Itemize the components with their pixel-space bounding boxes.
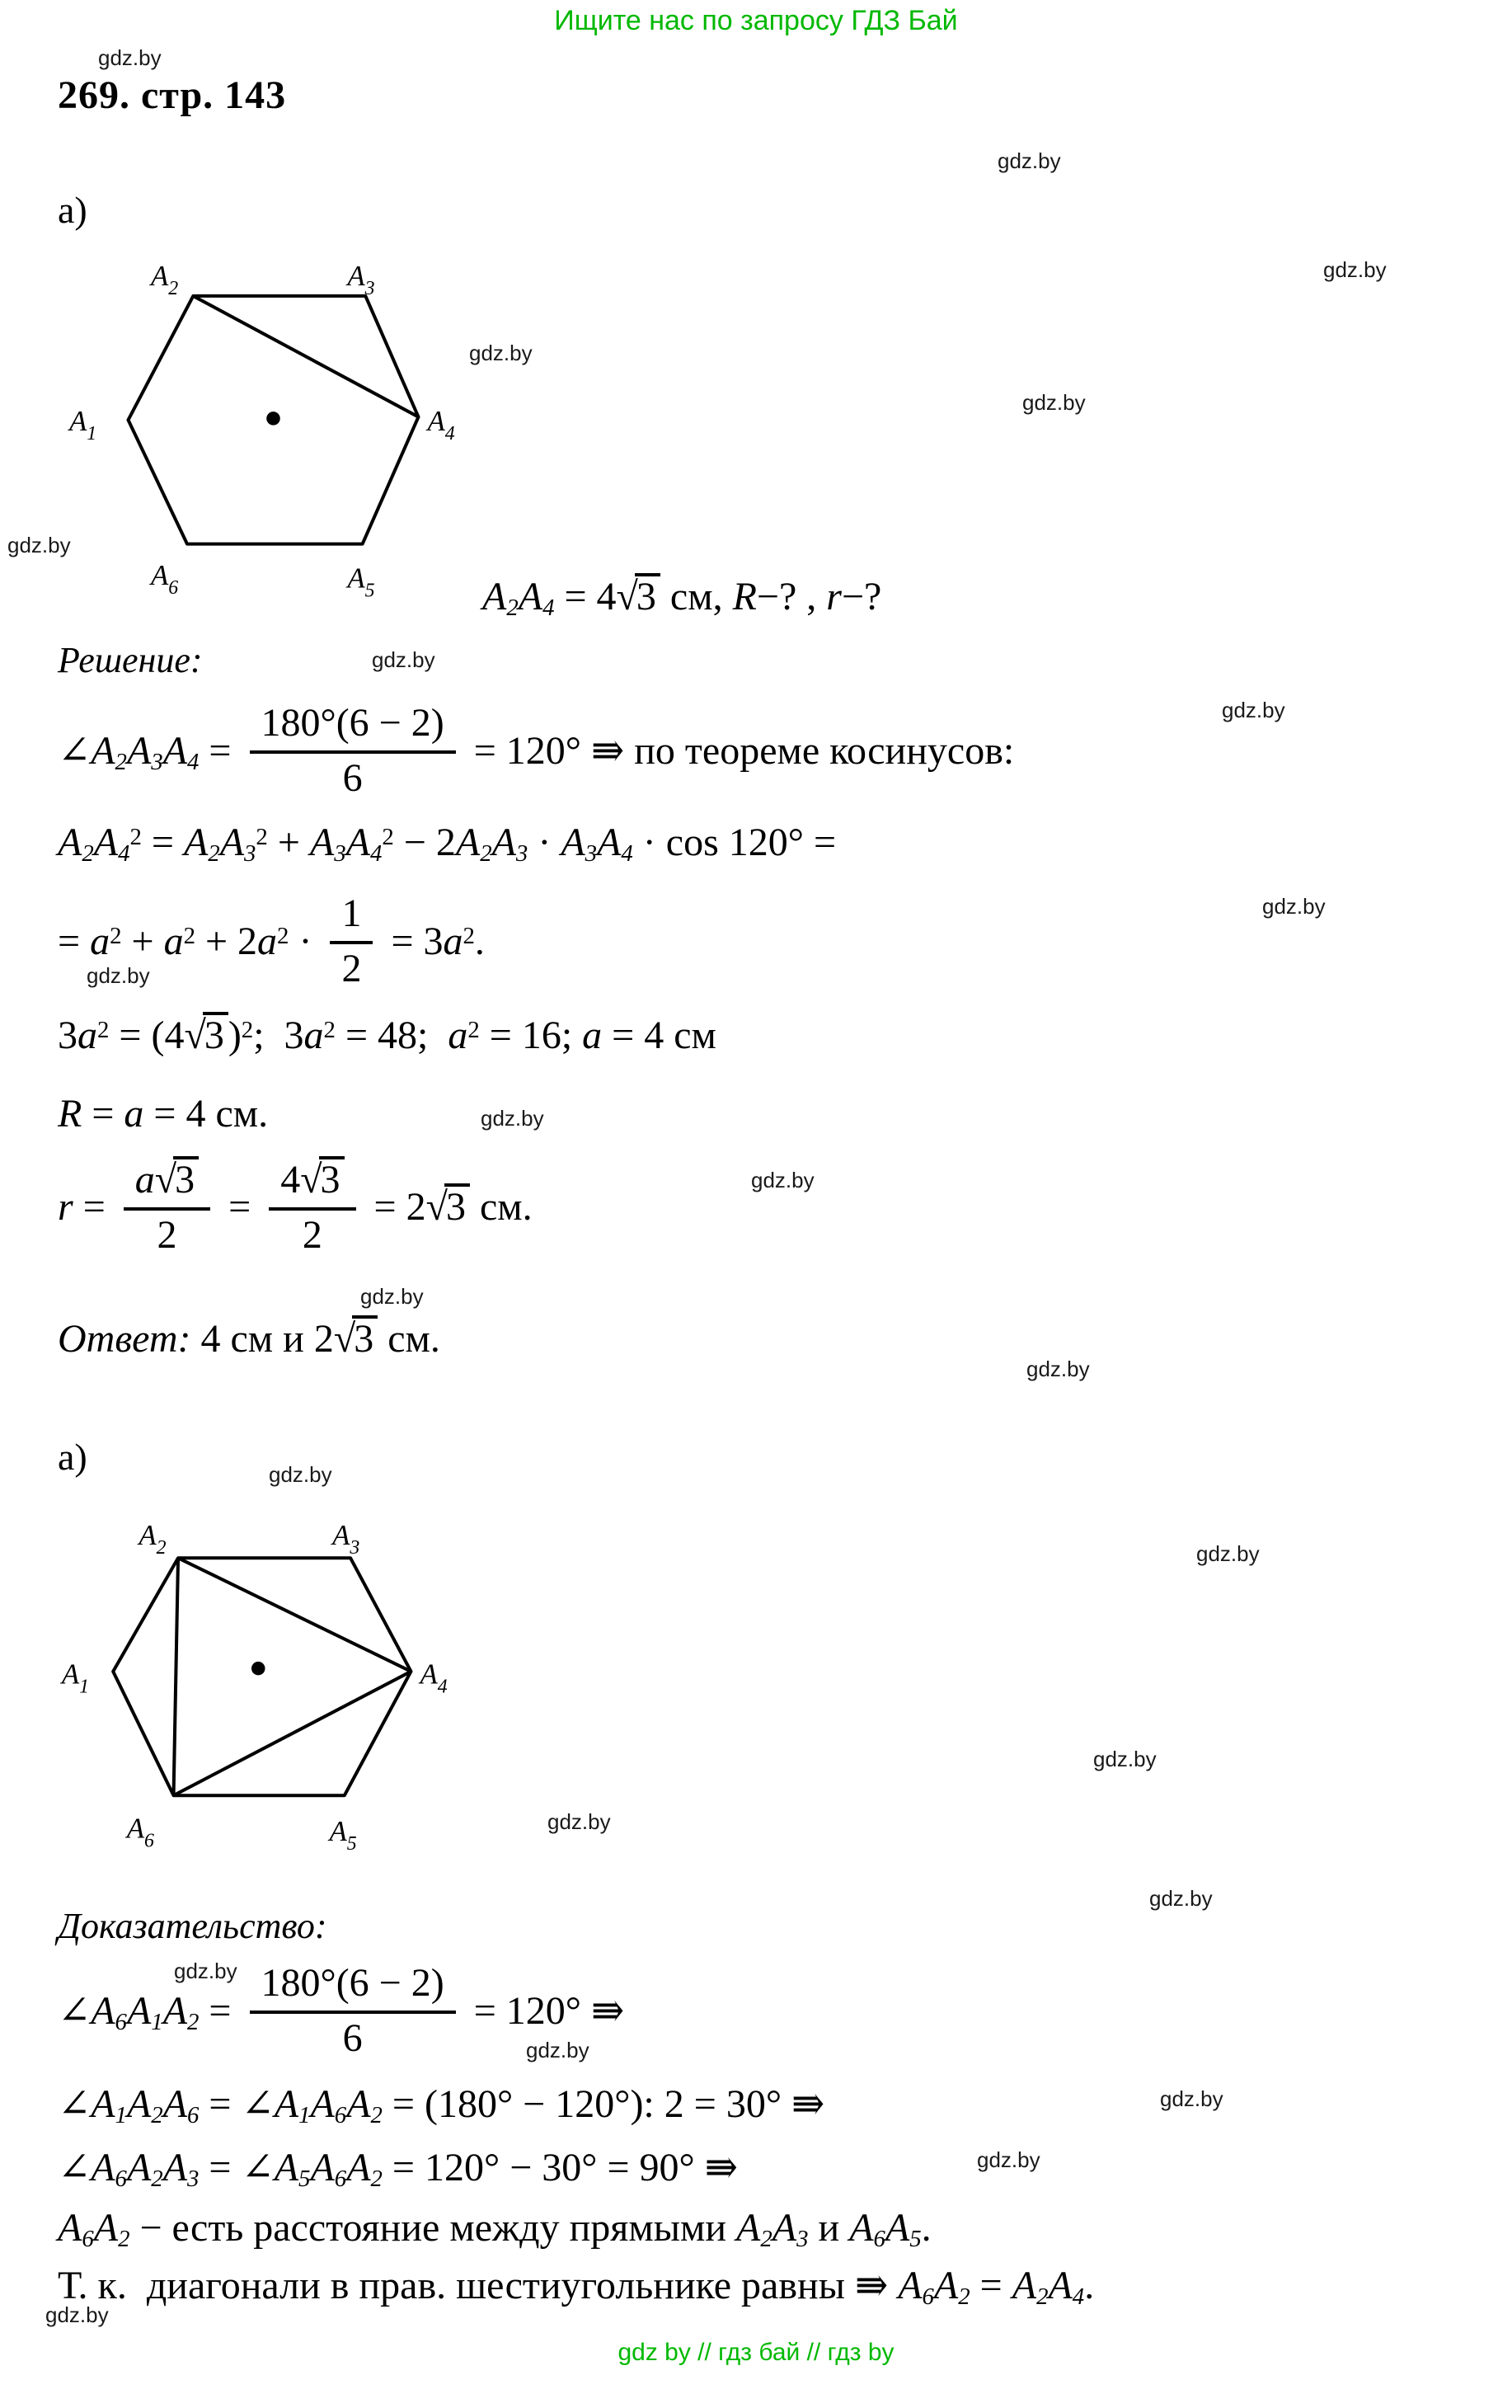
watermark: gdz.by <box>547 1809 611 1834</box>
watermark: gdz.by <box>1196 1541 1260 1566</box>
formula-proof-base-angles: ∠A1A2A6 = ∠A1A6A2 = (180° − 120°): 2 = 30° ⇛ <box>58 2082 825 2128</box>
solution-heading: Решение: <box>58 640 203 680</box>
formula-proof-diagonals-equal: Т. к. диагонали в прав. шестиугольнике равны ⇛ A6A2 = A2A4 . <box>58 2264 1095 2310</box>
vertex-label-a2: $A_2$ <box>139 1518 167 1559</box>
page-title: 269. стр. 143 <box>58 73 287 117</box>
watermark: gdz.by <box>1323 257 1387 282</box>
vertex-label-a4: $A_4$ <box>427 405 455 445</box>
center-dot <box>266 412 280 426</box>
watermark: gdz.by <box>1022 390 1086 415</box>
watermark: gdz.by <box>45 2302 109 2327</box>
promo-banner: Ищите нас по запросу ГДЗ Бай <box>554 5 958 36</box>
center-dot <box>251 1662 265 1676</box>
watermark: gdz.by <box>87 963 150 988</box>
vertex-label-a5: $A_5$ <box>329 1815 357 1855</box>
vertex-label-a4: $A_4$ <box>420 1658 448 1698</box>
vertex-label-a6: $A_6$ <box>126 1812 154 1852</box>
watermark: gdz.by <box>7 533 71 557</box>
formula-cosine-theorem: A2A4 $^2$ = A2A3 $^2$ + A3A4 $^2$ − 2 A2A3 · A3A4 · cos 120° = <box>58 821 837 867</box>
figure-hexagon-proof <box>60 1505 461 1853</box>
hexagon-outline <box>113 1558 411 1795</box>
formula-solve-a: 3 a $^2$ = (4 √3 )$^2$; 3 a $^2$ = 48; a $^2$ = 16; a = 4 см <box>58 1014 716 1057</box>
answer-line: Ответ: 4 см и 2 √3 см. <box>58 1317 440 1361</box>
vertex-label-a2: $A_2$ <box>151 260 179 300</box>
vertex-label-a1: $A_1$ <box>69 405 97 445</box>
watermark: gdz.by <box>98 45 162 70</box>
footer-banner: gdz by // гдз бай // гдз by <box>617 2339 895 2366</box>
formula-simplify: = a $^2$ + a $^2$ + 2 a $^2$ · $\frac{1}{2}$ = 3 a $^2$. <box>58 891 485 990</box>
vertex-label-a6: $A_6$ <box>151 559 179 600</box>
formula-proof-right-angle: ∠A6A2A3 = ∠A5A6A2 = 120° − 30° = 90° ⇛ <box>58 2146 738 2192</box>
diagonal-a2-a4 <box>178 1558 411 1672</box>
vertex-label-a3: $A_3$ <box>332 1518 360 1559</box>
watermark: gdz.by <box>998 148 1061 173</box>
watermark: gdz.by <box>174 1959 237 1983</box>
section-label-a1: а) <box>58 189 87 231</box>
watermark: gdz.by <box>751 1168 815 1192</box>
watermark: gdz.by <box>372 647 435 672</box>
watermark: gdz.by <box>1026 1357 1090 1381</box>
proof-heading: Доказательство: <box>58 1906 327 1946</box>
formula-inradius: r = $\frac{a√3}{2}$ = $\frac{4√3}{2}$ = 2 √3 см. <box>58 1158 533 1257</box>
figure-hexagon-solution <box>60 249 468 604</box>
watermark: gdz.by <box>1149 1886 1213 1911</box>
watermark: gdz.by <box>269 1462 332 1487</box>
section-label-a2: а) <box>58 1436 87 1478</box>
watermark: gdz.by <box>1160 2086 1223 2111</box>
vertex-label-a5: $A_5$ <box>347 562 375 602</box>
watermark: gdz.by <box>526 2038 589 2062</box>
watermark: gdz.by <box>1262 894 1326 919</box>
watermark: gdz.by <box>481 1106 544 1131</box>
vertex-label-a1: $A_1$ <box>61 1658 90 1698</box>
formula-circumradius: R = a = 4 см. <box>58 1092 269 1136</box>
watermark: gdz.by <box>977 2147 1040 2172</box>
watermark: gdz.by <box>469 341 533 365</box>
diagonal-a6-a4 <box>174 1672 411 1795</box>
watermark: gdz.by <box>1093 1747 1157 1771</box>
diagonal-a2-a4 <box>193 296 418 417</box>
formula-proof-distance: A6A2 − есть расстояние между прямыми A2A3 и A6A5 . <box>58 2206 932 2252</box>
watermark: gdz.by <box>360 1284 424 1309</box>
diagonal-a2-a6 <box>174 1558 179 1795</box>
vertex-label-a3: $A_3$ <box>347 260 375 300</box>
formula-given: A2A4 = 4 √3 см, R −? , r −? <box>482 575 882 621</box>
watermark: gdz.by <box>1222 698 1285 722</box>
formula-angle-sum: ∠A2A3A4 = $\frac{180^\circ(6 - 2)}{6}$ = 120° ⇛ по теореме косинусов: <box>58 701 1015 800</box>
formula-proof-angle: ∠A6A1A2 = $\frac{180^\circ(6 - 2)}{6}$ = 120° ⇛ <box>58 1961 625 2060</box>
